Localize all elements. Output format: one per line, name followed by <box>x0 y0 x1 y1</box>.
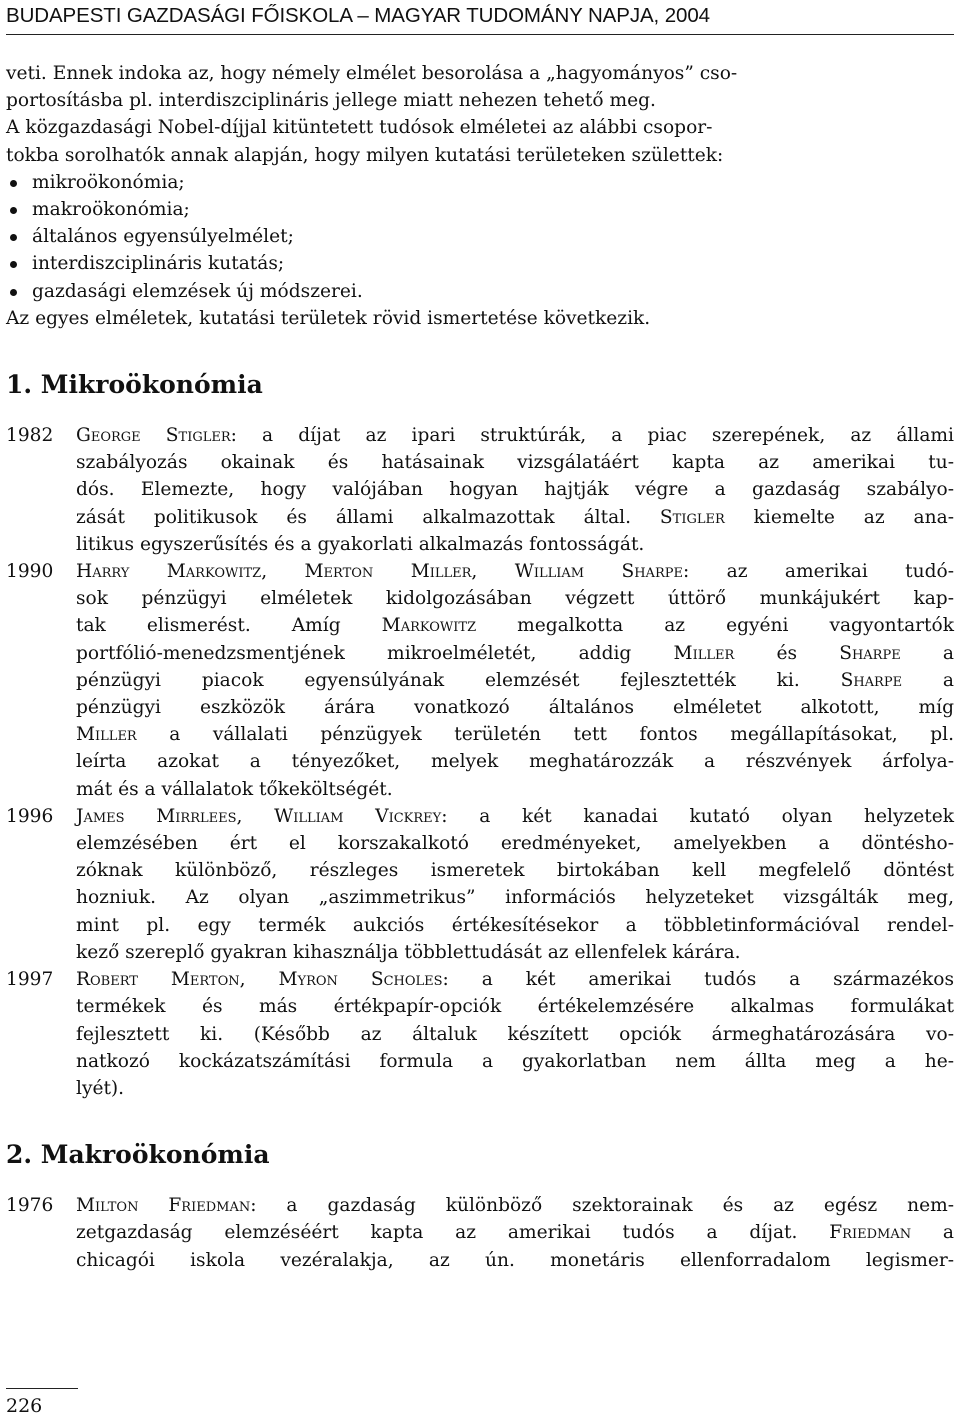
text-fragment: a vállalati pénzügyek területén tett fontos megállapításokat, pl. <box>136 724 954 746</box>
laureate-name: George Stigler <box>76 425 231 447</box>
text-fragment: zását politikusok és állami alkalmazottak által. <box>76 506 660 528</box>
laureate-name: Robert Merton <box>76 969 240 991</box>
laureate-name: Markowitz <box>381 615 477 637</box>
text-line: tokba sorolhatók annak alapján, hogy milyen kutatási területeken születtek: <box>6 144 724 166</box>
list-item: interdiszciplináris kutatás; <box>6 250 954 277</box>
text-line <box>76 558 954 585</box>
text-fragment: : a két amerikai tudós a származékos <box>442 969 954 991</box>
body-text <box>6 60 954 1274</box>
text-line: mát és a vállalatok tőkeköltségét. <box>76 778 393 800</box>
footer-rule <box>6 1388 78 1389</box>
laureate-name: William Sharpe <box>514 561 683 583</box>
text-line: natkozó kockázatszámítási formula a gyakorlatban nem állta meg a he- <box>76 1050 954 1072</box>
laureate-name: Milton Friedman <box>76 1195 251 1217</box>
text-fragment: a <box>902 669 954 691</box>
nobel-entry-1990 <box>6 558 954 803</box>
laureate-name: Sharpe <box>839 642 901 664</box>
laureate-name: Harry Markowitz <box>76 561 262 583</box>
text-fragment: : a díjat az ipari struktúrák, a piac szerepének, az állami <box>230 425 954 447</box>
text-line: kező szereplő gyakran kihasználja többlettudását az ellenfelek kárára. <box>76 941 741 963</box>
text-fragment: tak elismerést. Amíg <box>76 615 382 637</box>
text-line <box>76 966 954 993</box>
list-item: általános egyensúlyelmélet; <box>6 223 954 250</box>
text-fragment: , <box>239 969 279 991</box>
laureate-name: Sharpe <box>840 669 903 691</box>
intro-paragraph <box>6 60 954 169</box>
laureate-name: Miller <box>76 724 137 746</box>
category-list <box>6 169 954 305</box>
text-line: hozniuk. Az olyan „aszimmetrikus” információs helyzeteket vizsgálták meg, <box>76 887 954 909</box>
entry-year: 1990 <box>6 561 54 583</box>
text-fragment: : a két kanadai kutató olyan helyzetek <box>441 805 954 827</box>
text-line: leírta azokat a tényezőket, melyek meghatározzák a részvények árfolya- <box>76 751 954 773</box>
text-line: szabályozás okainak és hatásainak vizsgálatáért kapta az amerikai tu- <box>76 452 954 474</box>
laureate-name: William Vickrey <box>274 805 442 827</box>
text-line: zóknak különböző, részleges ismeretek birtokában kell megfelelő döntést <box>76 860 954 882</box>
list-item: gazdasági elemzések új módszerei. <box>6 278 954 305</box>
text-line: lyét). <box>76 1077 125 1099</box>
text-fragment: : az amerikai tudó- <box>682 561 954 583</box>
text-line: sok pénzügyi elméletek kidolgozásában végzett úttörő munkájukért kap- <box>76 588 954 610</box>
text-line <box>76 1192 954 1219</box>
entry-year: 1976 <box>6 1195 54 1217</box>
nobel-entry-1976 <box>6 1192 954 1274</box>
text-fragment: , <box>261 561 305 583</box>
text-fragment: zetgazdaság elemzéséért kapta az amerikai tudós a díjat. <box>76 1222 830 1244</box>
text-fragment: a <box>911 1222 954 1244</box>
text-line: veti. Ennek indoka az, hogy némely elmélet besorolása a „hagyományos” cso- <box>6 63 738 84</box>
text-line <box>76 640 954 667</box>
laureate-name: Merton Miller <box>304 561 472 583</box>
text-fragment: pénzügyi piacok egyensúlyának elemzését fejlesztették ki. <box>76 669 841 691</box>
text-fragment: , <box>236 805 275 827</box>
list-item: mikroökonómia; <box>6 169 954 196</box>
text-line: fejlesztett ki. (Később az általuk készített opciók ármeghatározására vo- <box>76 1023 954 1045</box>
running-header: BUDAPESTI GAZDASÁGI FŐISKOLA – MAGYAR TUDOMÁNY NAPJA, 2004 <box>6 4 954 35</box>
section-heading: 2. Makroökonómia <box>6 1140 270 1170</box>
text-fragment: kiemelte az ana- <box>724 506 954 528</box>
text-line: pénzügyi eszközök árára vonatkozó általános elméletet alkotott, míg <box>76 697 954 719</box>
text-line: A közgazdasági Nobel-díjjal kitüntetett tudósok elméletei az alábbi csopor- <box>6 117 713 139</box>
list-item: makroökonómia; <box>6 196 954 223</box>
entry-year: 1997 <box>6 969 54 991</box>
laureate-name: Friedman <box>829 1222 912 1244</box>
text-line: termékek és más értékpapír-opciók értékelemzésére alkalmas formulákat <box>76 996 954 1018</box>
nobel-entry-1982 <box>6 422 954 558</box>
entry-year: 1996 <box>6 805 54 827</box>
nobel-entry-1996 <box>6 803 954 966</box>
text-fragment: portfólió-menedzsmentjének mikroelméletét, addig <box>76 642 674 664</box>
closing-line: Az egyes elméletek, kutatási területek rövid ismertetése következik. <box>6 307 651 329</box>
entry-year: 1982 <box>6 425 54 447</box>
text-line <box>76 803 954 830</box>
laureate-name: Myron Scholes <box>278 969 443 991</box>
text-fragment: a <box>900 642 954 664</box>
text-line: elemzésében ért el korszakalkotó eredményeket, amelyekben a döntésho- <box>76 833 954 855</box>
text-fragment: : a gazdaság különböző szektorainak és az egész nem- <box>250 1195 954 1217</box>
text-line <box>76 504 954 531</box>
nobel-entry-1997 <box>6 966 954 1102</box>
text-line: dós. Elemezte, hogy valójában hogyan hajtják végre a gazdaság szabályo- <box>76 479 954 501</box>
text-fragment: , <box>471 561 515 583</box>
text-line <box>76 612 954 639</box>
page-number: 226 <box>6 1395 43 1417</box>
laureate-name: James Mirrlees <box>76 805 237 827</box>
text-line: portosításba pl. interdiszciplináris jellege miatt nehezen tehető meg. <box>6 90 656 112</box>
text-fragment: megalkotta az egyéni vagyontartók <box>476 615 954 637</box>
text-line: litikus egyszerűsítés és a gyakorlati alkalmazás fontosságát. <box>76 533 645 555</box>
text-line: mint pl. egy termék aukciós értékesítésekor a többletinformációval rendel- <box>76 914 954 936</box>
text-line <box>76 422 954 449</box>
section-heading: 1. Mikroökonómia <box>6 370 263 400</box>
text-line <box>76 721 954 748</box>
text-line <box>76 667 954 694</box>
text-fragment: és <box>734 642 840 664</box>
text-line: chicagói iskola vezéralakja, az ún. monetáris ellenforradalom legismer- <box>76 1249 954 1271</box>
text-line <box>76 1219 954 1246</box>
laureate-name: Miller <box>673 642 735 664</box>
laureate-name: Stigler <box>659 506 725 528</box>
